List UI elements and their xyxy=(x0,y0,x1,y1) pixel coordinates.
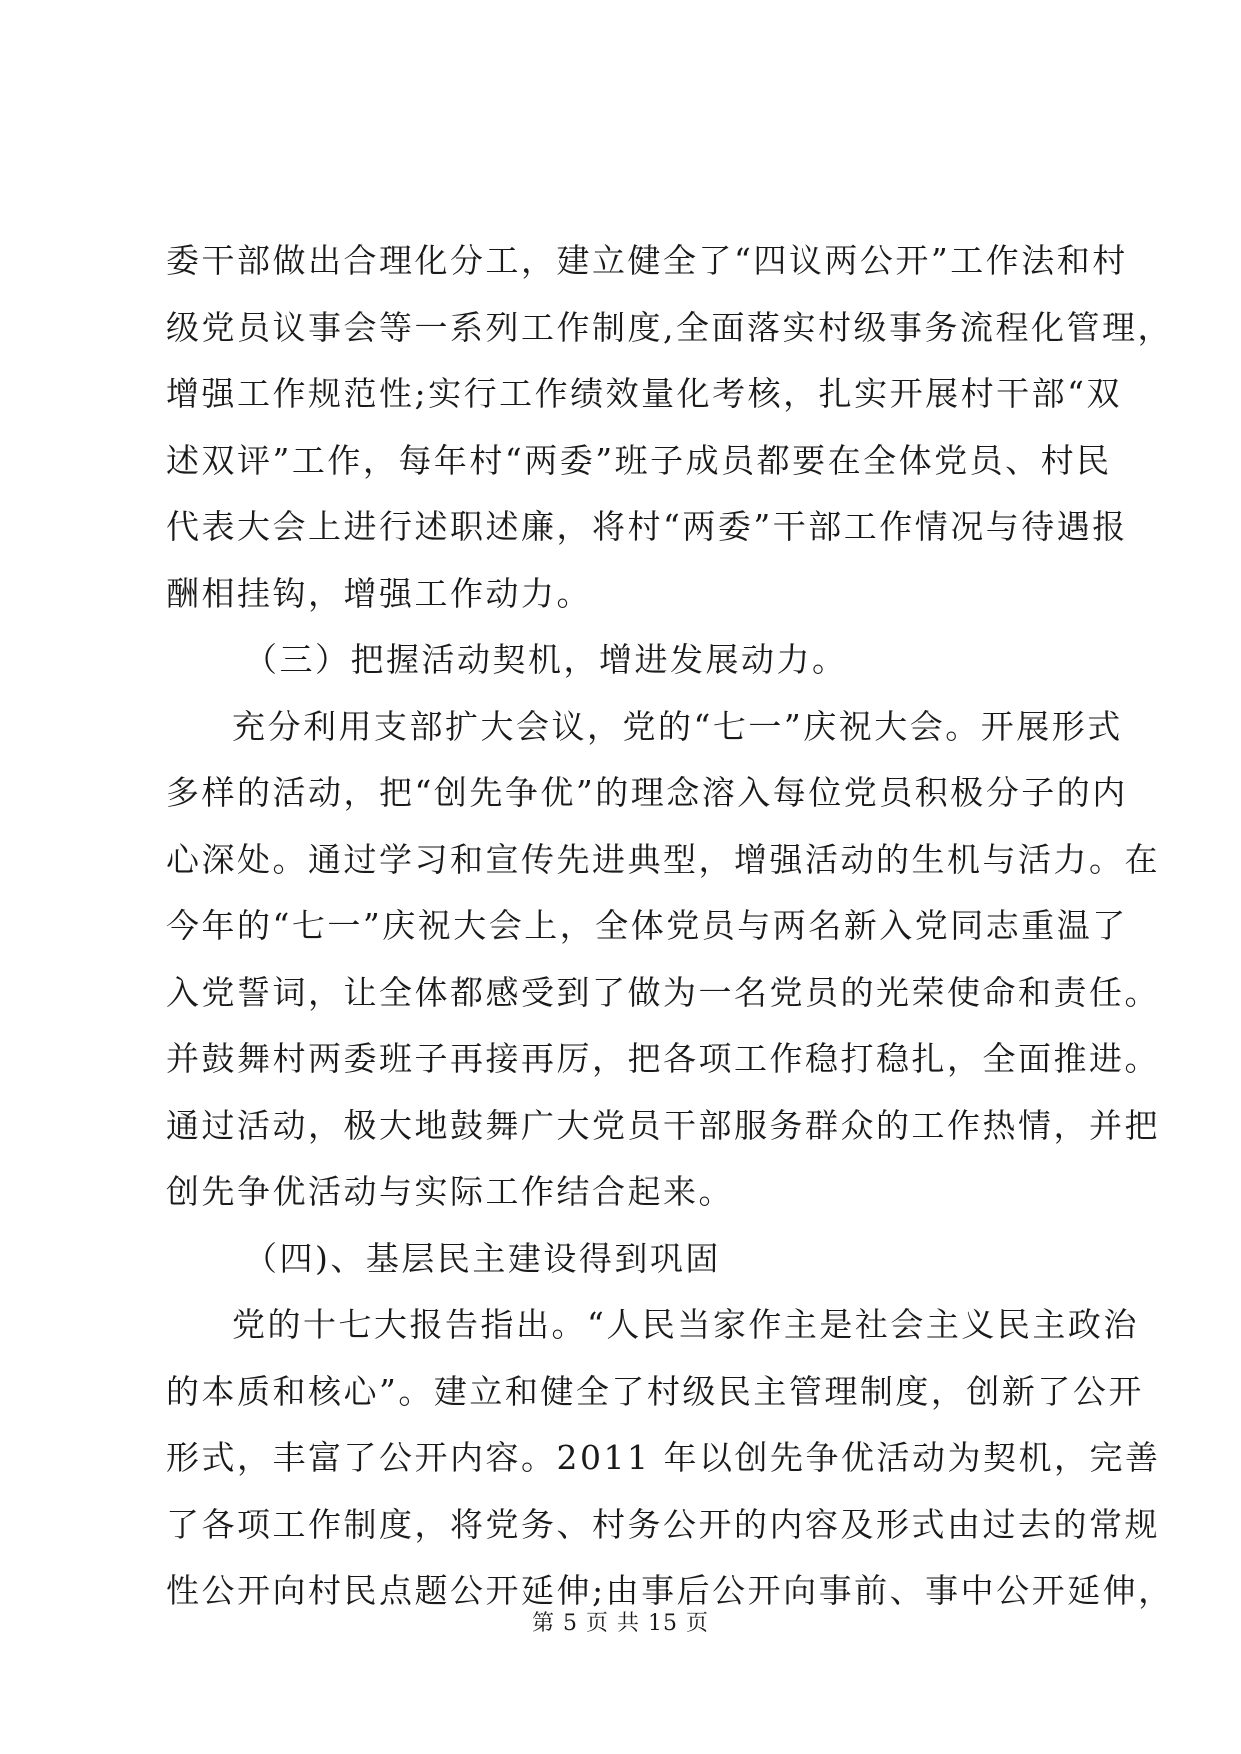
text-line: 代表大会上进行述职述廉，将村“两委”干部工作情况与待遇报 xyxy=(166,507,1128,546)
text-line: 级党员议事会等一系列工作制度,全面落实村级事务流程化管理， xyxy=(166,307,1173,347)
text-line: 性公开向村民点题公开延伸;由事后公开向事前、事中公开延伸， xyxy=(166,1571,1174,1610)
paragraph-first-line: 充分利用支部扩大会议，党的“七一”庆祝大会。开展形式 xyxy=(232,706,1123,746)
text-line: 心深处。通过学习和宣传先进典型，增强活动的生机与活力。在 xyxy=(166,839,1160,879)
text-line: 酬相挂钩，增强工作动力。 xyxy=(166,573,592,613)
text-line: 创先争优活动与实际工作结合起来。 xyxy=(166,1172,734,1211)
text-line: 了各项工作制度，将党务、村务公开的内容及形式由过去的常规 xyxy=(166,1504,1160,1544)
paragraph-first-line: 党的十七大报告指出。“人民当家作主是社会主义民主政治 xyxy=(232,1305,1139,1344)
text-line: 委干部做出合理化分工，建立健全了“四议两公开”工作法和村 xyxy=(166,241,1128,280)
text-line: 通过活动，极大地鼓舞广大党员干部服务群众的工作热情，并把 xyxy=(166,1105,1160,1145)
page-number-footer: 第 5 页 共 15 页 xyxy=(532,1611,709,1636)
section-heading: （三）把握活动契机，增进发展动力。 xyxy=(244,640,848,679)
text-line: 的本质和核心”。建立和健全了村级民主管理制度，创新了公开 xyxy=(166,1371,1144,1411)
body-text xyxy=(166,228,1174,1625)
text-line: 入党誓词，让全体都感受到了做为一名党员的光荣使命和责任。 xyxy=(166,972,1160,1012)
text-line: 并鼓舞村两委班子再接再厉，把各项工作稳打稳扎，全面推进。 xyxy=(166,1039,1160,1078)
text-line: 多样的活动，把“创先争优”的理念溶入每位党员积极分子的内 xyxy=(166,773,1128,812)
text-line: 形式，丰富了公开内容。2011 年以创先争优活动为契机，完善 xyxy=(166,1438,1161,1477)
text-line: 述双评”工作，每年村“两委”班子成员都要在全体党员、村民 xyxy=(166,440,1112,480)
section-heading: （四)、基层民主建设得到巩固 xyxy=(244,1238,721,1278)
text-line: 增强工作规范性;实行工作绩效量化考核，扎实开展村干部“双 xyxy=(166,374,1122,413)
text-line: 今年的“七一”庆祝大会上，全体党员与两名新入党同志重温了 xyxy=(166,906,1128,945)
